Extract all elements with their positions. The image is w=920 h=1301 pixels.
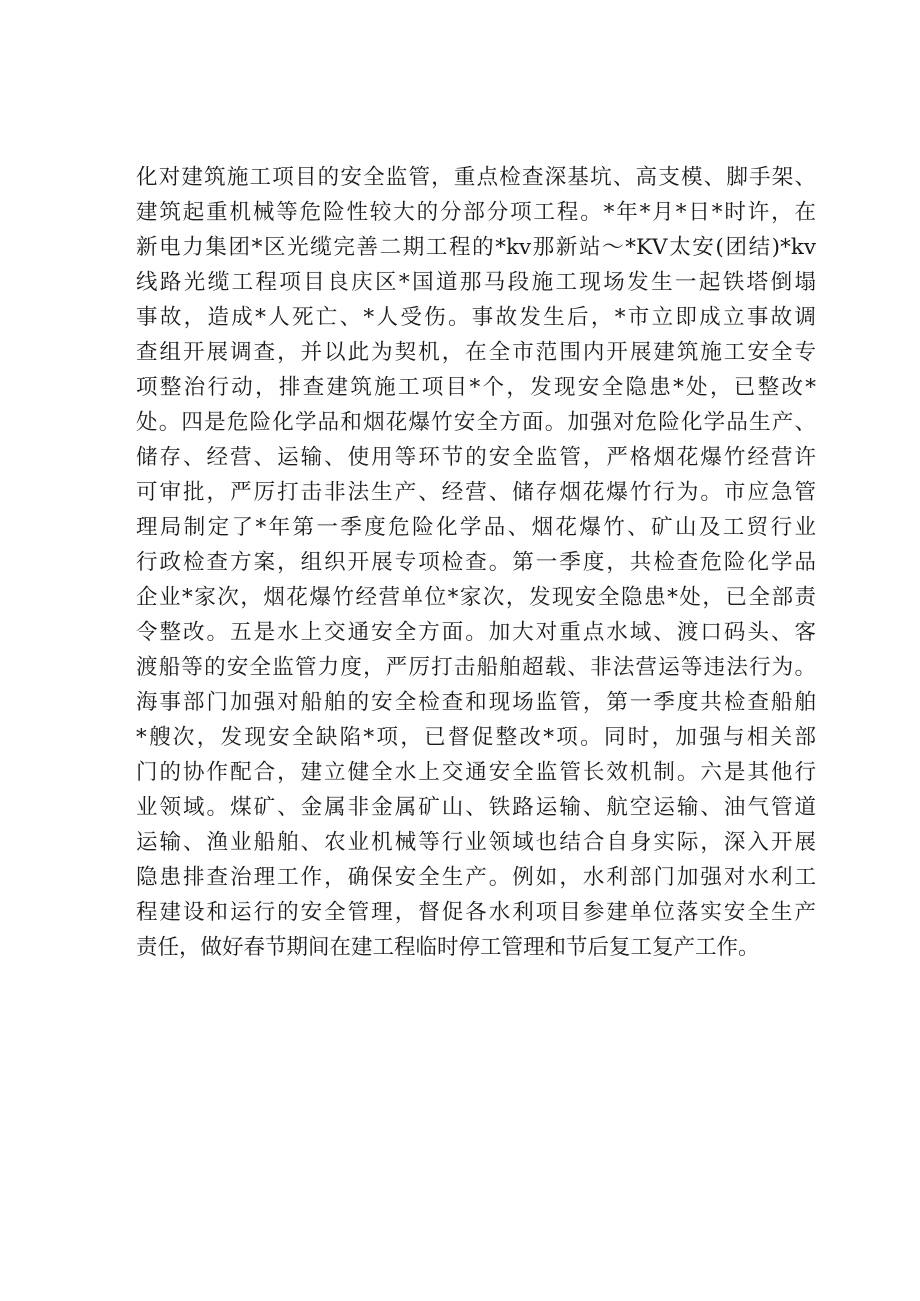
text-line: 新电力集团*区光缆完善二期工程的*kv那新站～*KV太安(团结)*kv [136,235,816,260]
text-line: 项整治行动，排查建筑施工项目*个，发现安全隐患*处，已整改* [136,375,816,400]
text-line: 查组开展调查，并以此为契机，在全市范围内开展建筑施工安全专 [136,340,816,365]
text-line: 海事部门加强对船舶的安全检查和现场监管，第一季度共检查船舶 [136,690,816,715]
text-line: 储存、经营、运输、使用等环节的安全监管，严格烟花爆竹经营许 [136,445,816,470]
text-line: 化对建筑施工项目的安全监管，重点检查深基坑、高支模、脚手架、 [136,165,816,190]
body-text [136,160,816,965]
text-line: 渡船等的安全监管力度，严厉打击船舶超载、非法营运等违法行为。 [136,655,816,680]
text-line: 处。四是危险化学品和烟花爆竹安全方面。加强对危险化学品生产、 [136,410,816,435]
text-line: 建筑起重机械等危险性较大的分部分项工程。*年*月*日*时许，在 [136,200,816,225]
text-line: 隐患排查治理工作，确保安全生产。例如，水利部门加强对水利工 [136,865,816,890]
text-line: *艘次，发现安全缺陷*项，已督促整改*项。同时，加强与相关部 [136,725,816,750]
text-line: 行政检查方案，组织开展专项检查。第一季度，共检查危险化学品 [136,550,816,575]
text-line: 业领域。煤矿、金属非金属矿山、铁路运输、航空运输、油气管道 [136,795,816,820]
text-line: 事故，造成*人死亡、*人受伤。事故发生后，*市立即成立事故调 [136,305,816,330]
text-line: 令整改。五是水上交通安全方面。加大对重点水域、渡口码头、客 [136,620,816,645]
text-line: 线路光缆工程项目良庆区*国道那马段施工现场发生一起铁塔倒塌 [136,270,816,295]
text-line: 企业*家次，烟花爆竹经营单位*家次，发现安全隐患*处，已全部责 [136,585,816,610]
text-line: 运输、渔业船舶、农业机械等行业领域也结合自身实际，深入开展 [136,830,816,855]
text-line: 门的协作配合，建立健全水上交通安全监管长效机制。六是其他行 [136,760,816,785]
text-line: 责任，做好春节期间在建工程临时停工管理和节后复工复产工作。 [136,935,760,960]
text-line: 程建设和运行的安全管理，督促各水利项目参建单位落实安全生产 [136,900,816,925]
text-line: 可审批，严厉打击非法生产、经营、储存烟花爆竹行为。市应急管 [136,480,816,505]
text-line: 理局制定了*年第一季度危险化学品、烟花爆竹、矿山及工贸行业 [136,515,816,540]
